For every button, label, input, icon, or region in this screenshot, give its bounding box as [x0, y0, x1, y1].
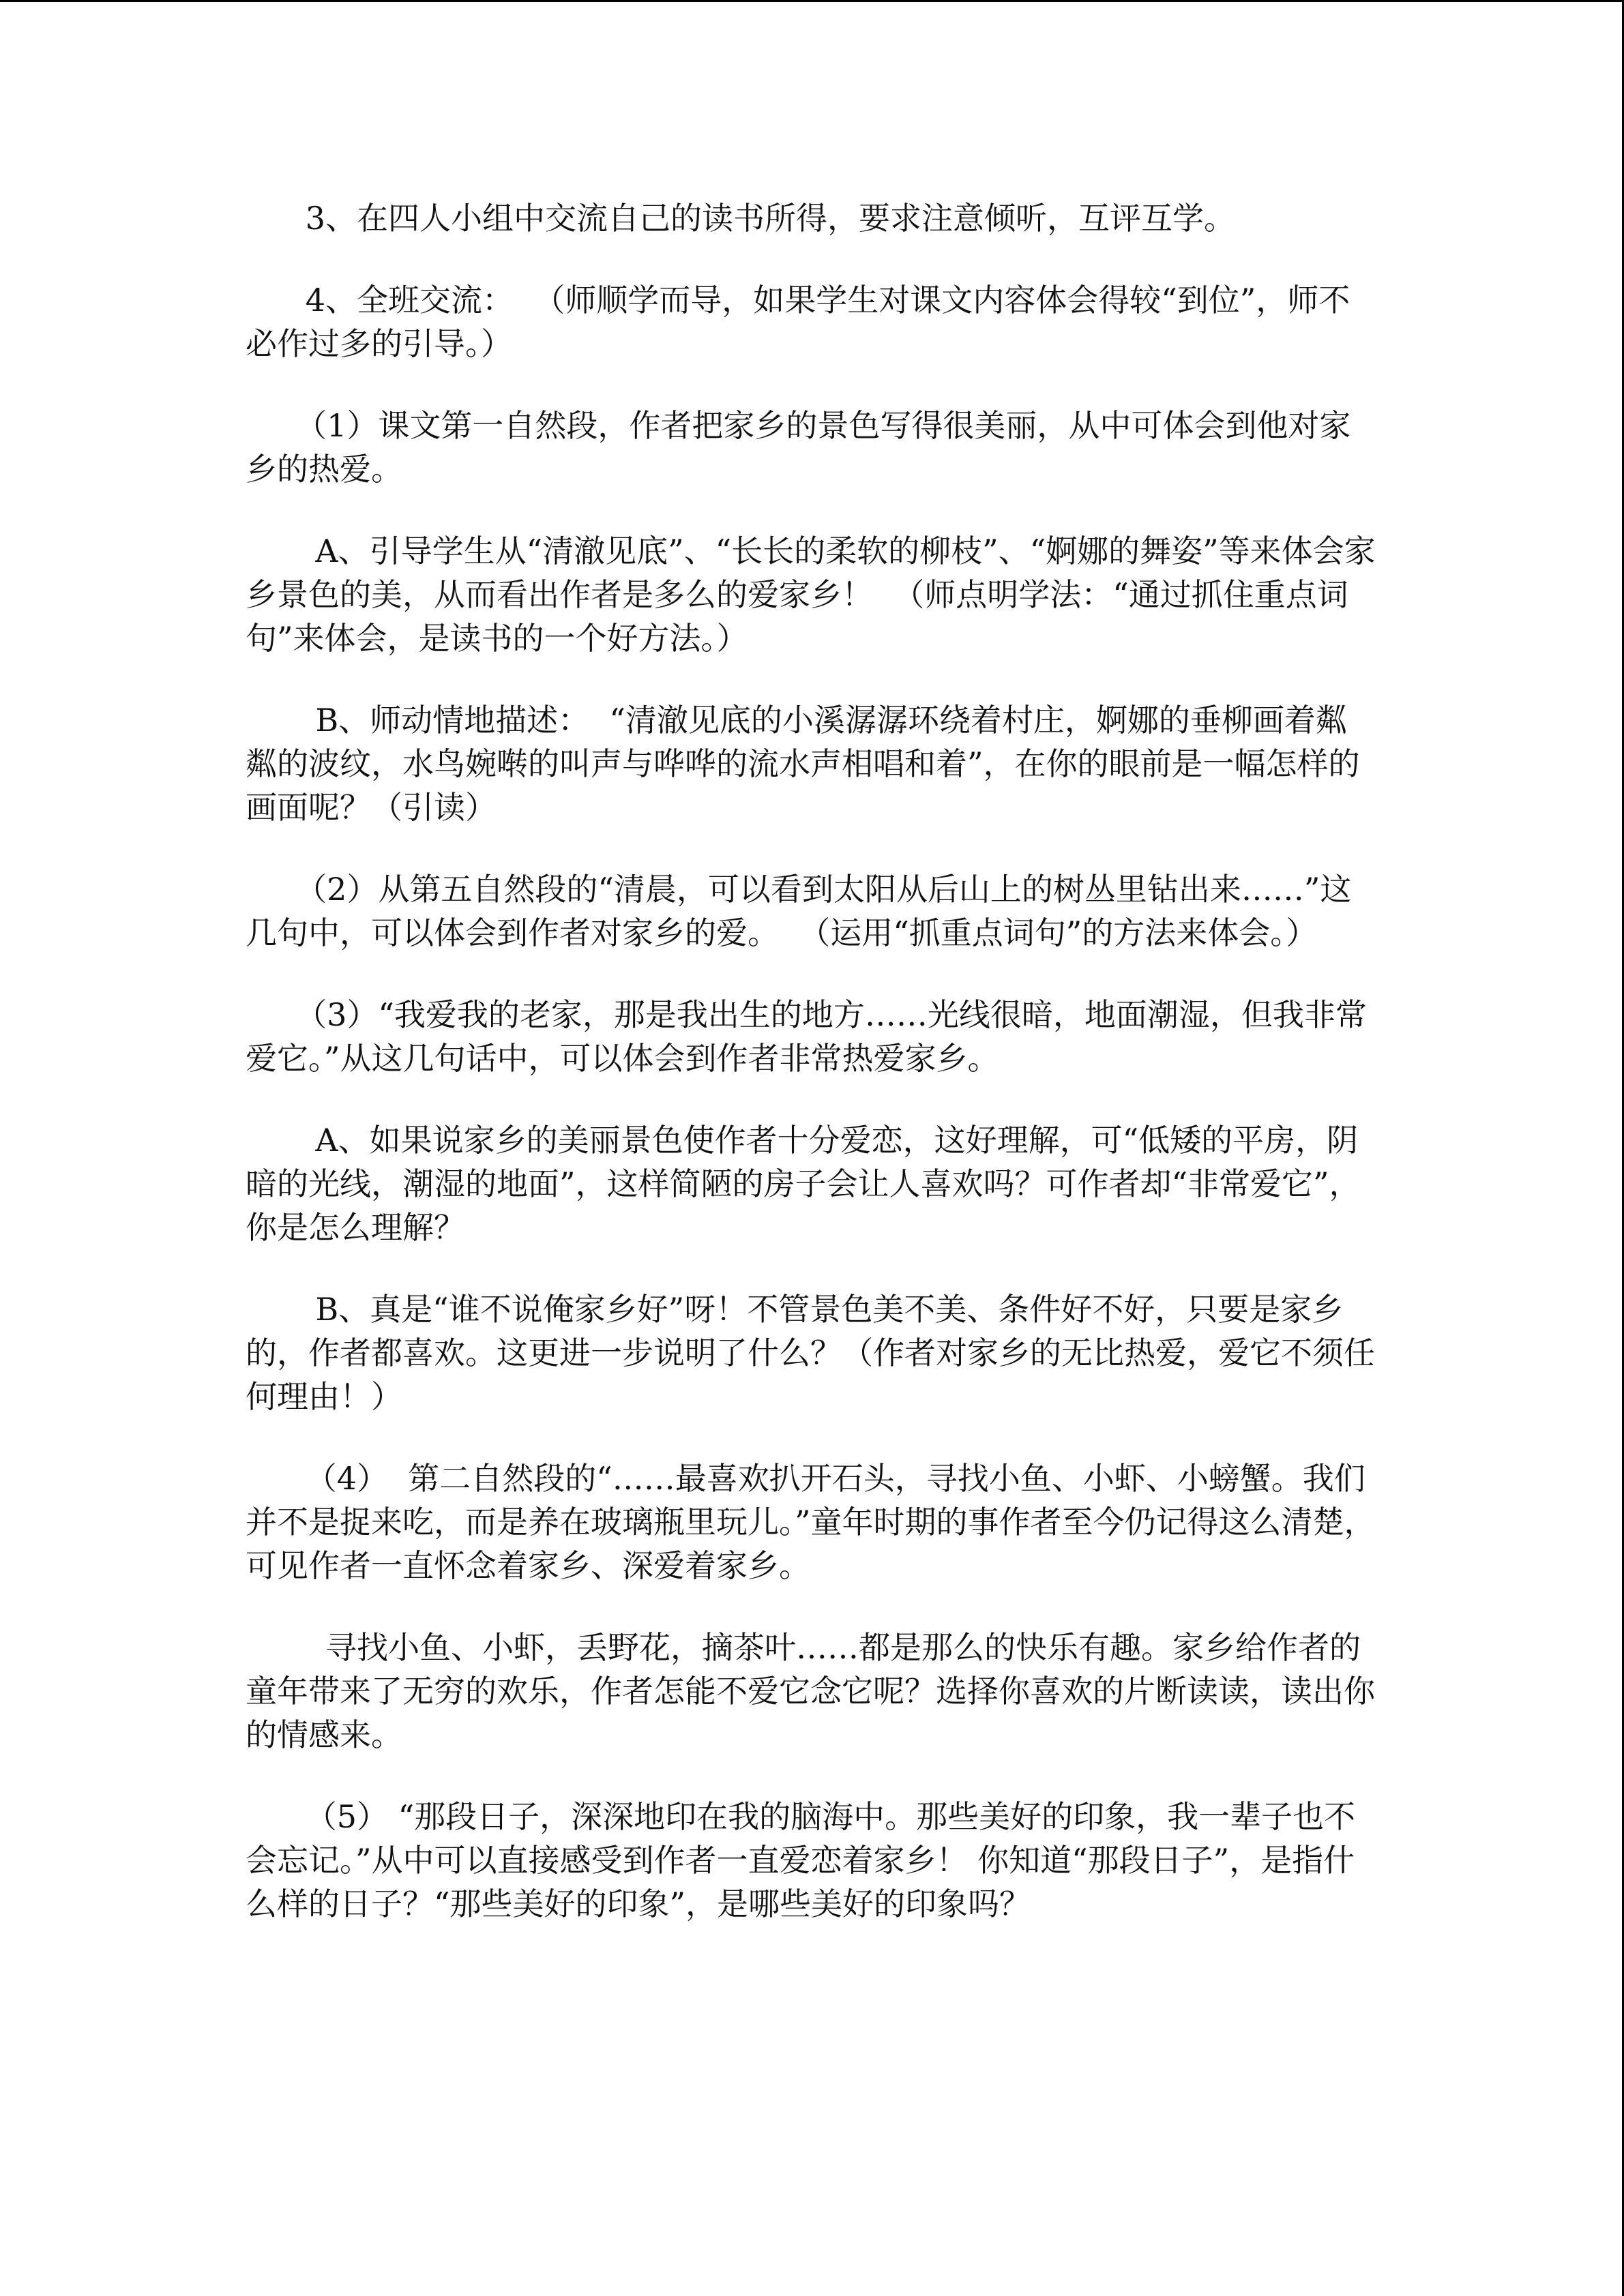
- paragraph-4-3-b: B、真是“谁不说俺家乡好”呀！不管景色美不美、条件好不好，只要是家乡的，作者都喜欢。这更进一步说明了什么？（作者对家乡的无比热爱，爱它不须任何理由！）: [246, 1291, 1375, 1415]
- paragraph-4-3-a: A、如果说家乡的美丽景色使作者十分爱恋，这好理解，可“低矮的平房，阴暗的光线，潮湿的地面”，这样简陋的房子会让人喜欢吗？可作者却“非常爱它”，你是怎么理解？: [246, 1122, 1361, 1246]
- paragraph-4-5: （5） “那段日子，深深地印在我的脑海中。那些美好的印象，我一辈子也不会忘记。”从中可以直接感受到作者一直爱恋着家乡！ 你知道“那段日子”，是指什么样的日子？“那些美好的印象”，是哪些美好的印象吗？: [246, 1798, 1356, 1922]
- paragraph-4-1-b: B、师动情地描述： “清澈见底的小溪潺潺环绕着村庄，婀娜的垂柳画着粼粼的波纹，水鸟婉啭的叫声与哗哗的流水声相唱和着”，在你的眼前是一幅怎样的画面呢？（引读）: [246, 702, 1360, 826]
- paragraph-4-1-a: A、引导学生从“清澈见底”、“长长的柔软的柳枝”、“婀娜的舞姿”等来体会家乡景色的美，从而看出作者是多么的爱家乡！ （师点明学法：“通过抓住重点词句”来体会，是读书的一个好方法。）: [246, 533, 1376, 657]
- paragraph-4-1: （1）课文第一自然段，作者把家乡的景色写得很美丽，从中可体会到他对家乡的热爱。: [246, 407, 1351, 488]
- paragraph-4-3: （3）“我爱我的老家，那是我出生的地方……光线很暗，地面潮湿，但我非常爱它。”从这几句话中，可以体会到作者非常热爱家乡。: [246, 996, 1367, 1077]
- paragraph-4: 4、全班交流： （师顺学而导，如果学生对课文内容体会得较“到位”，师不必作过多的引导。）: [246, 282, 1350, 362]
- paragraph-4-4: （4） 第二自然段的“……最喜欢扒开石头，寻找小鱼、小虾、小螃蟹。我们并不是捉来吃，而是养在玻璃瓶里玩儿。”童年时期的事作者至今仍记得这么清楚，可见作者一直怀念着家乡、深爱着家乡。: [246, 1460, 1376, 1584]
- paragraph-4-2: （2）从第五自然段的“清晨，可以看到太阳从后山上的树丛里钻出来……”这几句中，可以体会到作者对家乡的爱。 （运用“抓重点词句”的方法来体会。）: [246, 871, 1352, 951]
- document-body: [246, 196, 1378, 1964]
- paragraph-4-4-detail: 寻找小鱼、小虾，丢野花，摘茶叶……都是那么的快乐有趣。家乡给作者的童年带来了无穷的欢乐，作者怎能不爱它念它呢？选择你喜欢的片断读读，读出你的情感来。: [246, 1629, 1375, 1753]
- paragraph-3: 3、在四人小组中交流自己的读书所得，要求注意倾听，互评互学。: [246, 200, 1236, 237]
